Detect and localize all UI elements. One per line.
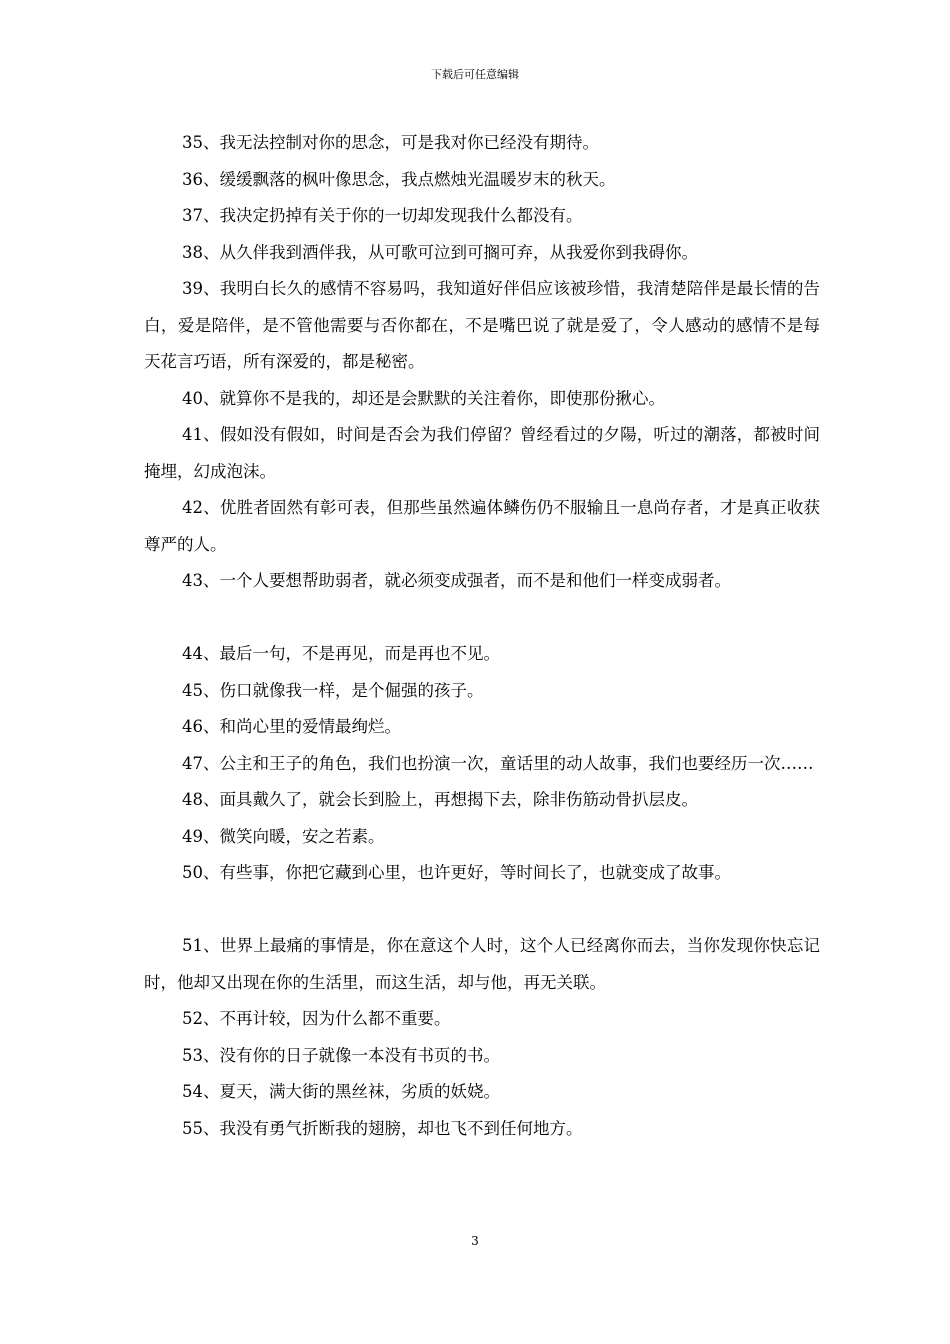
paragraph: 49、微笑向暖，安之若素。 [182, 826, 385, 846]
paragraph: 53、没有你的日子就像一本没有书页的书。 [182, 1045, 500, 1065]
paragraph: 47、公主和王子的角色，我们也扮演一次，童话里的动人故事，我们也要经历一次…… [182, 753, 814, 773]
paragraph: 50、有些事，你把它藏到心里，也许更好，等时间长了，也就变成了故事。 [182, 863, 731, 882]
paragraph: 55、我没有勇气折断我的翅膀，却也飞不到任何地方。 [182, 1118, 583, 1138]
page-header: 下载后可任意编辑 [431, 68, 519, 81]
paragraph: 39、我明白长久的感情不容易吗，我知道好伴侣应该被珍惜，我清楚陪伴是最长情的告白，爱是陪伴，是不管他需要与否你都在，不是嘴巴说了就是爱了，令人感动的感情不是每天花言巧语，所有深爱的，都是秘密。 [144, 279, 820, 371]
blank-line [144, 892, 820, 929]
blank-line [144, 600, 820, 637]
paragraph: 41、假如没有假如，时间是否会为我们停留？曾经看过的夕陽，听过的潮落，都被时间掩埋，幻成泡沫。 [144, 425, 820, 481]
document-body [144, 125, 820, 1147]
paragraph: 45、伤口就像我一样，是个倔强的孩子。 [182, 680, 484, 700]
page-number: 3 [471, 1234, 479, 1248]
paragraph: 42、优胜者固然有彰可表，但那些虽然遍体鳞伤仍不服输且一息尚存者，才是真正收获尊严的人。 [144, 498, 820, 554]
paragraph: 46、和尚心里的爱情最绚烂。 [182, 717, 401, 736]
paragraph: 37、我决定扔掉有关于你的一切却发现我什么都没有。 [182, 206, 583, 225]
paragraph: 54、夏天，满大街的黑丝袜，劣质的妖娆。 [182, 1082, 500, 1101]
paragraph: 40、就算你不是我的，却还是会默默的关注着你，即使那份揪心。 [182, 388, 665, 408]
paragraph: 43、一个人要想帮助弱者，就必须变成强者，而不是和他们一样变成弱者。 [182, 571, 731, 590]
paragraph: 52、不再计较，因为什么都不重要。 [182, 1009, 451, 1028]
paragraph: 38、从久伴我到酒伴我，从可歌可泣到可搁可弃，从我爱你到我碍你。 [182, 242, 698, 262]
paragraph: 36、缓缓飘落的枫叶像思念，我点燃烛光温暖岁末的秋天。 [182, 169, 616, 189]
paragraph: 51、世界上最痛的事情是，你在意这个人时，这个人已经离你而去，当你发现你快忘记时，他却又出现在你的生活里，而这生活，却与他，再无关联。 [144, 936, 820, 992]
paragraph: 35、我无法控制对你的思念，可是我对你已经没有期待。 [182, 133, 599, 152]
paragraph: 48、面具戴久了，就会长到脸上，再想揭下去，除非伤筋动骨扒层皮。 [182, 790, 698, 809]
paragraph: 44、最后一句，不是再见，而是再也不见。 [182, 644, 500, 663]
